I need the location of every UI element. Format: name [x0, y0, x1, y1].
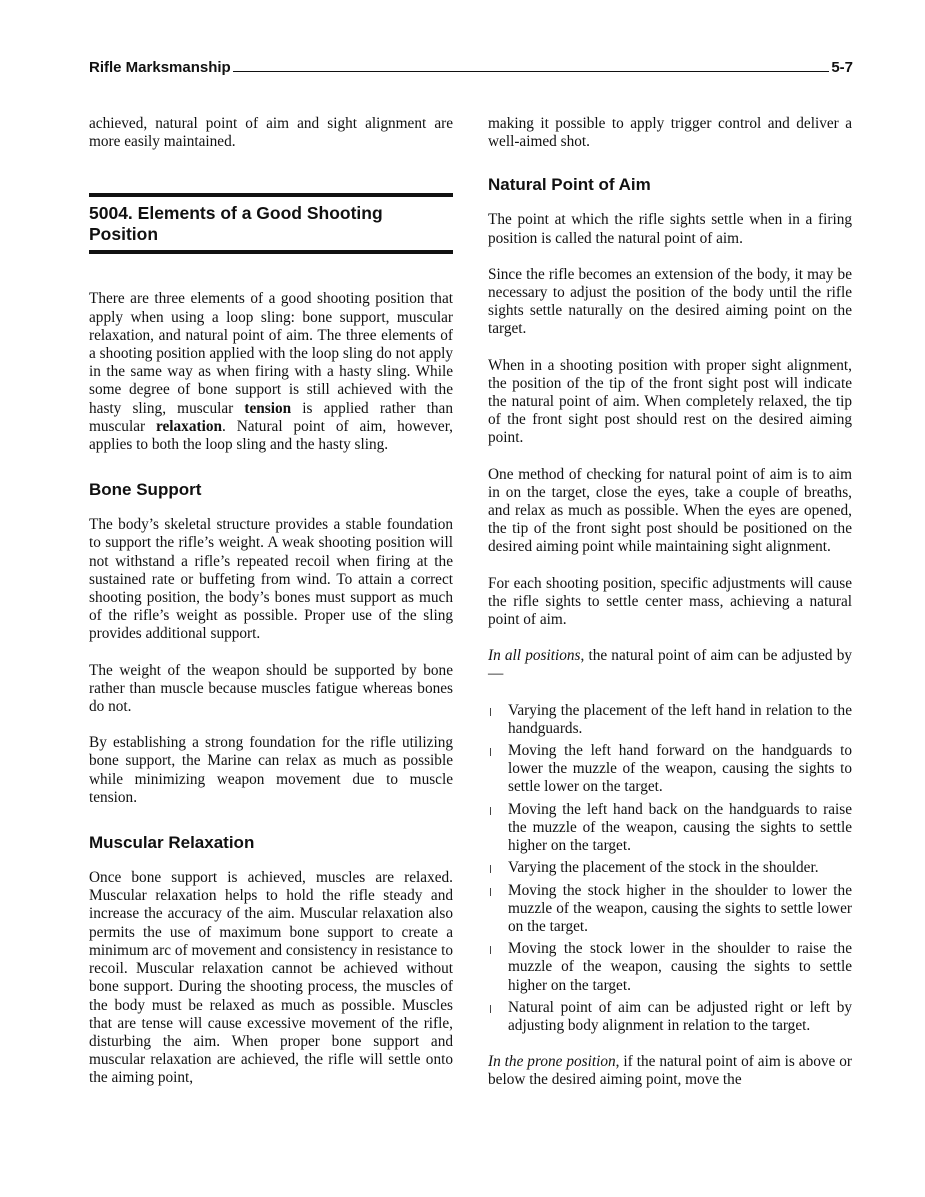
- left-column: [89, 115, 453, 1088]
- bullet-icon: [490, 888, 491, 896]
- section-heading: 5004. Elements of a Good Shooting Position: [89, 193, 453, 254]
- running-header: [89, 59, 853, 76]
- natural-point-heading: Natural Point of Aim: [488, 175, 651, 195]
- continued-paragraph-right: making it possible to apply trigger control and deliver a well-aimed shot.: [488, 115, 852, 151]
- natural-point-paragraph-4: One method of checking for natural point of aim is to aim in on the target, close the eyes, take a couple of breaths, and relax as much as possible. When the eyes are opened, the tip of the front sight post should be positioned on the desired aiming point while maintaining sight alignment.: [488, 465, 852, 556]
- muscular-relaxation-paragraph: Once bone support is achieved, muscles are relaxed. Muscular relaxation helps to hold the rifle steady and increase the accuracy of the aim. Muscular relaxation also permits the use of maximum bone support to create a minimum arc of movement and consistency in resistance to recoil. Muscular relaxation cannot be achieved without bone support. During the shooting process, the muscles of the body must be relaxed as much as possible. Muscles that are tense will cause excessive movement of the rifle, disturbing the aim. When proper bone support and muscular relaxation are achieved, the rifle will settle onto the aiming point,: [89, 869, 453, 1087]
- natural-point-paragraph-2: Since the rifle becomes an extension of the body, it may be necessary to adjust the position of the body until the rifle sights settle naturally on the desired aiming point on the target.: [488, 265, 852, 338]
- natural-point-paragraph-1: The point at which the rifle sights settle when in a firing position is called the natural point of aim.: [488, 211, 852, 247]
- elements-paragraph: There are three elements of a good shooting position that apply when using a loop sling: bone support, muscular relaxation, and natural point of aim. The three elements of a shooting position applied with the loop sling do not apply in the same way as when firing with a hasty sling. While some degree of bone support is still achieved with the hasty sling, muscular tension is applied rather than muscular relaxation. Natural point of aim, however, applies to both the loop sling and the hasty sling.: [89, 290, 454, 454]
- header-rule: [233, 71, 830, 72]
- bullet-icon: [490, 946, 491, 954]
- bullet-icon: [490, 865, 491, 873]
- right-column: [488, 115, 852, 1090]
- bone-support-heading: Bone Support: [89, 480, 202, 500]
- continued-paragraph: achieved, natural point of aim and sight alignment are more easily maintained.: [89, 115, 453, 151]
- list-item: Moving the left hand back on the handguards to raise the muzzle of the weapon, causing the sights to settle higher on the target.: [488, 801, 852, 856]
- prone-paragraph: In the prone position, if the natural point of aim is above or below the desired aiming point, move the: [488, 1053, 852, 1089]
- header-title: Rifle Marksmanship: [89, 59, 231, 76]
- all-positions-paragraph: In all positions, the natural point of aim can be adjusted by—: [488, 647, 852, 683]
- natural-point-paragraph-3: When in a shooting position with proper sight alignment, the position of the tip of the front sight post will indicate the natural point of aim. When completely relaxed, the tip of the front sight post should rest on the desired aiming point.: [488, 356, 852, 447]
- page-number: 5-7: [831, 59, 853, 76]
- list-item: Moving the stock higher in the shoulder to lower the muzzle of the weapon, causing the sights to settle lower on the target.: [488, 882, 852, 937]
- bone-support-paragraph-2: The weight of the weapon should be supported by bone rather than muscle because muscles fatigue whereas bones do not.: [89, 661, 453, 716]
- bullet-icon: [490, 1005, 491, 1013]
- muscular-relaxation-heading: Muscular Relaxation: [89, 833, 255, 853]
- adjustment-list: [488, 702, 852, 1035]
- list-item: Natural point of aim can be adjusted right or left by adjusting body alignment in relation to the target.: [488, 999, 852, 1035]
- list-item: Moving the left hand forward on the handguards to lower the muzzle of the weapon, causing the sights to settle lower on the target.: [488, 742, 852, 797]
- relaxation-bold: relaxation: [155, 417, 222, 435]
- bullet-icon: [490, 748, 491, 756]
- bone-support-paragraph-3: By establishing a strong foundation for the rifle utilizing bone support, the Marine can relax as much as possible while minimizing weapon movement due to muscle tension.: [89, 734, 453, 806]
- bone-support-paragraph-1: The body’s skeletal structure provides a stable foundation to support the rifle’s weight. A weak shooting position will not withstand a rifle’s repeated recoil when firing at the sustained rate or buffeting from wind. To attain a correct shooting position, the body’s bones must support as much of the rifle’s weight as possible. Proper use of the sling provides additional support.: [89, 516, 453, 643]
- list-item: Moving the stock lower in the shoulder to raise the muzzle of the weapon, causing the sights to settle higher on the target.: [488, 940, 852, 995]
- natural-point-paragraph-5: For each shooting position, specific adjustments will cause the rifle sights to settle center mass, achieving a natural point of aim.: [488, 574, 852, 629]
- list-item: Varying the placement of the stock in the shoulder.: [488, 859, 852, 877]
- bullet-icon: [490, 708, 491, 716]
- tension-bold: tension: [244, 399, 292, 417]
- bullet-icon: [490, 807, 491, 815]
- list-item: Varying the placement of the left hand in relation to the handguards.: [488, 702, 852, 738]
